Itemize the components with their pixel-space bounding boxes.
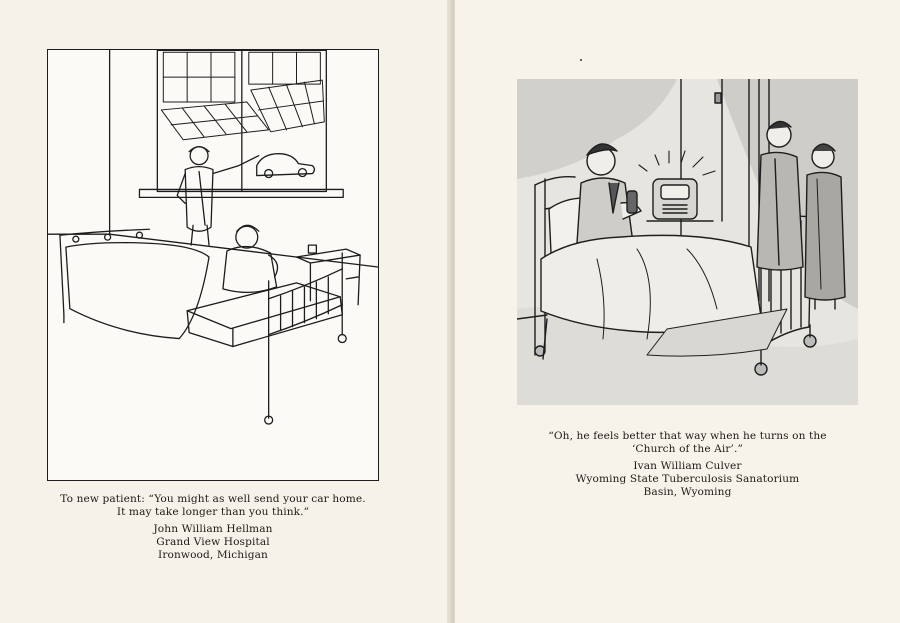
caption-quote-line: “Oh, he feels better that way when he turns on the [548,430,827,442]
institution-location: Ironwood, Michigan [158,549,268,561]
right-caption [517,430,858,499]
caption-quote-line: To new patient: “You might as well send your car home. [60,493,366,505]
caption-quote-line: ‘Church of the Air’.” [631,443,744,455]
artist-name: John William Hellman [153,523,273,535]
left-caption [47,493,379,562]
sanatorium-radio-cartoon [517,79,858,405]
institution-name: Wyoming State Tuberculosis Sanatorium [575,473,800,485]
artist-name: Ivan William Culver [633,460,742,472]
institution-name: Grand View Hospital [156,536,270,548]
institution-location: Basin, Wyoming [643,486,732,498]
hospital-room-cartoon [47,49,379,481]
caption-quote-line: It may take longer than you think.” [116,506,310,518]
paper-speck [580,59,582,61]
